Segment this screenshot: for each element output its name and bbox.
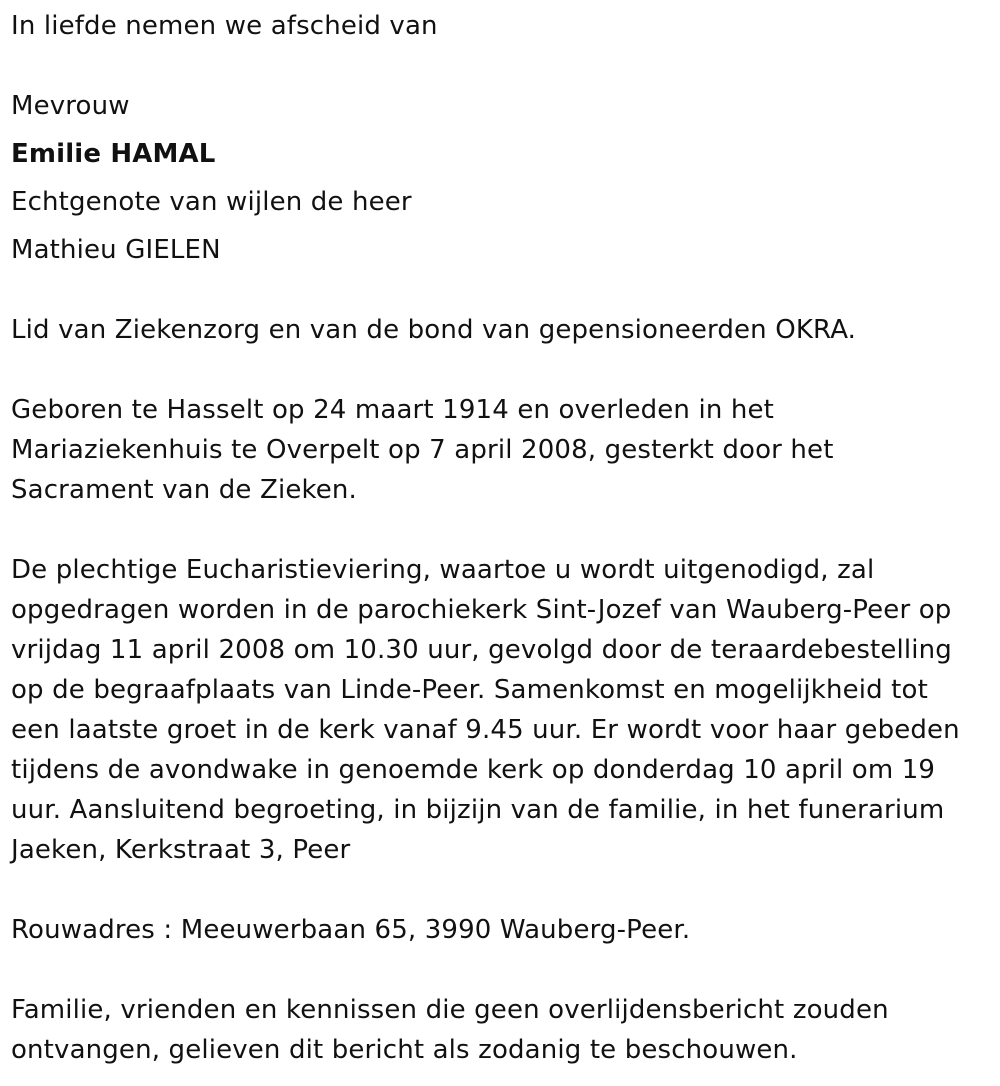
- spouse-label: Echtgenote van wijlen de heer: [11, 187, 412, 217]
- birth-death-text: Geboren te Hasselt op 24 maart 1914 en overleden in het Mariaziekenhuis te Overpelt op 7 april 2008, gesterkt door het Sacrament van de Zieken.: [11, 395, 834, 505]
- ceremony-text: De plechtige Eucharistieviering, waartoe u wordt uitgenodigd, zal opgedragen worden in de parochiekerk Sint-Jozef van Wauberg-Peer op vrijdag 11 april 2008 om 10.30 uur, gevolgd door de teraardebestelling op de begraafplaats van Linde-Peer. Samenkomst en mogelijkheid tot een laatste groet in de kerk vanaf 9.45 uur. Er wordt voor haar gebeden tijdens de avondwake in genoemde kerk op donderdag 10 april om 19 uur. Aansluitend begroeting, in bijzijn van de familie, in het funerarium Jaeken, Kerkstraat 3, Peer: [11, 555, 960, 865]
- intro-text: In liefde nemen we afscheid van: [11, 11, 438, 41]
- deceased-name: Emilie HAMAL: [11, 139, 216, 169]
- salutation: Mevrouw: [11, 91, 130, 121]
- spouse-name: Mathieu GIELEN: [11, 235, 221, 265]
- mourning-address: Rouwadres : Meeuwerbaan 65, 3990 Wauberg-Peer.: [11, 915, 691, 945]
- membership-text: Lid van Ziekenzorg en van de bond van gepensioneerden OKRA.: [11, 315, 857, 345]
- closing-text: Familie, vrienden en kennissen die geen overlijdensbericht zouden ontvangen, gelieven dit bericht als zodanig te beschouwen.: [11, 995, 889, 1065]
